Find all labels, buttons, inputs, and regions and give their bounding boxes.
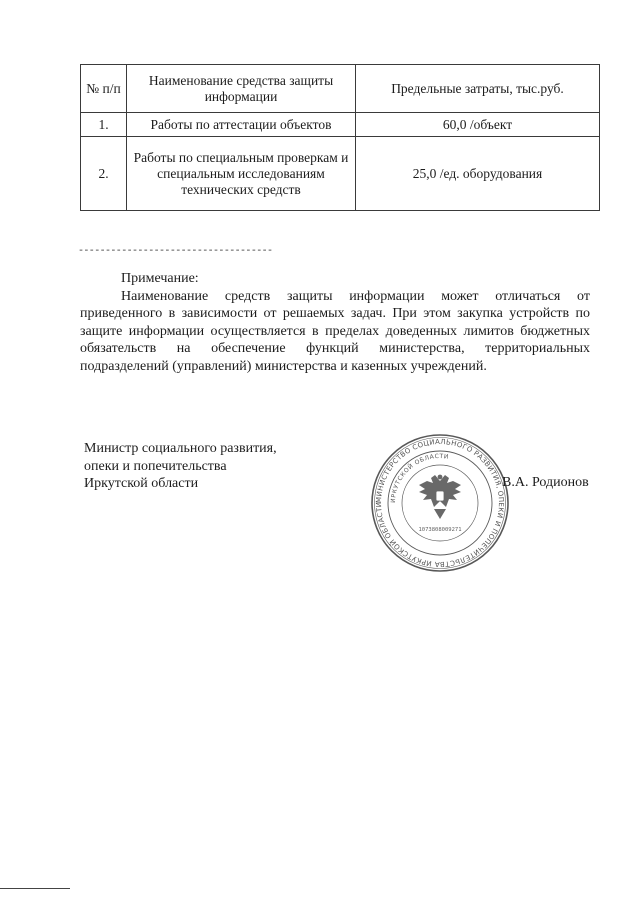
signatory-block <box>84 440 324 493</box>
header-cost: Предельные затраты, тыс.руб. <box>356 65 600 113</box>
table-row <box>81 137 600 211</box>
signatory-position-line: опеки и попечительства <box>84 458 227 474</box>
cell-number: 2. <box>81 137 127 211</box>
footnote-separator: ------------------------------------ <box>78 246 273 257</box>
cell-cost: 60,0 /объект <box>356 113 600 137</box>
seal-ring-text: МИНИСТЕРСТВО СОЦИАЛЬНОГО РАЗВИТИЯ, ОПЕКИ И ПОПЕЧИТЕЛЬСТВА ИРКУТСКОЙ ОБЛАСТИ <box>374 437 506 569</box>
signatory-position-line: Министр социального развития, <box>84 441 277 456</box>
header-name: Наименование средства защиты информации <box>127 65 356 113</box>
signatory-position-line: Иркутской области <box>84 476 199 491</box>
eagle-emblem-icon <box>419 475 461 519</box>
official-seal-stamp <box>370 433 510 573</box>
table-row <box>81 113 600 137</box>
cell-name: Работы по аттестации объектов <box>127 113 356 137</box>
seal-registration-number: 1073808009271 <box>418 527 462 533</box>
seal-inner-text: ИРКУТСКОЙ ОБЛАСТИ <box>389 452 450 504</box>
cell-number: 1. <box>81 113 127 137</box>
cell-name: Работы по специальным проверкам и специальным исследованиям технических средств <box>127 137 356 211</box>
header-number: № п/п <box>81 65 127 113</box>
note-body: Наименование средств защиты информации может отличаться от приведенного в зависимости от решаемых задач. При этом закупка устройств по защите информации осуществляется в пределах доведенных лимитов бюджетных обязательств на обеспечение функций министерства, территориальных подразделений (управлений) министерства и казенных учреждений. <box>80 289 590 374</box>
footer-rule <box>0 888 70 889</box>
cell-cost: 25,0 /ед. оборудования <box>356 137 600 211</box>
cost-limits-table <box>80 64 600 211</box>
note-title: Примечание: <box>121 271 199 286</box>
signer-name: В.А. Родионов <box>502 475 589 490</box>
table-header-row <box>81 65 600 113</box>
